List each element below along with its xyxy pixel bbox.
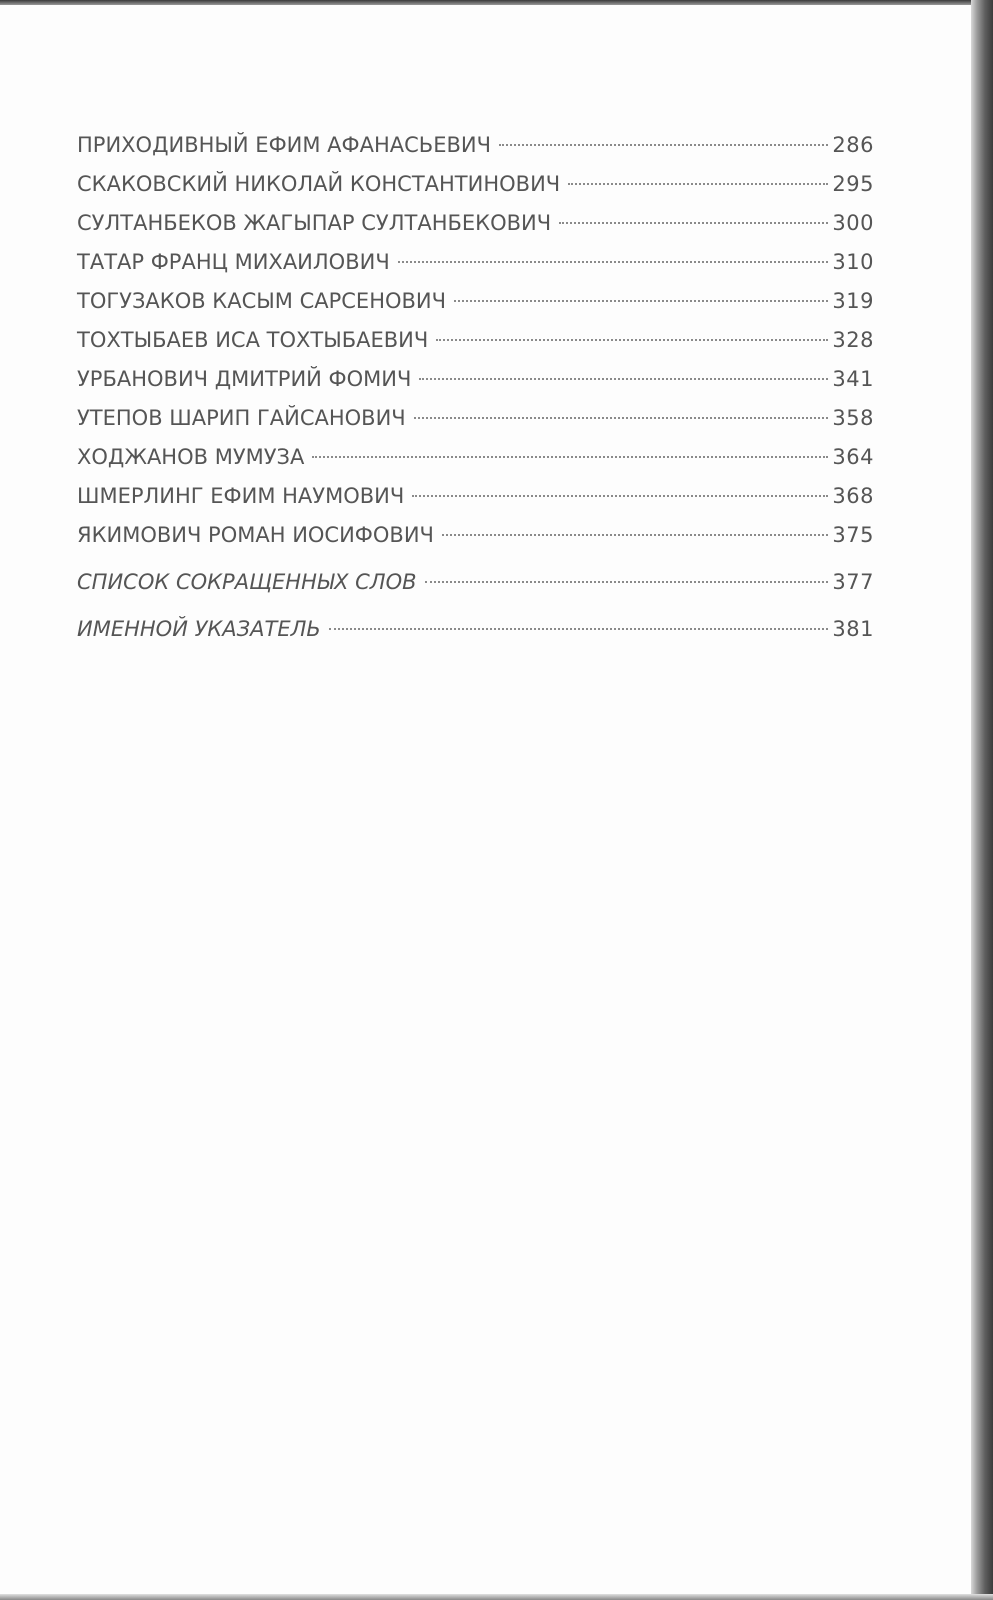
toc-entry-title: ПРИХОДИВНЫЙ ЕФИМ АФАНАСЬЕВИЧ — [77, 133, 491, 157]
toc-dot-leader — [312, 456, 828, 458]
page-top-edge — [0, 0, 993, 5]
toc-entry — [77, 126, 874, 165]
toc-entry-page: 341 — [832, 367, 874, 391]
toc-entry — [77, 165, 874, 204]
toc-dot-leader — [414, 417, 829, 419]
toc-dot-leader — [419, 378, 828, 380]
toc-dot-leader — [559, 222, 828, 224]
toc-dot-leader — [398, 261, 829, 263]
toc-entry — [77, 204, 874, 243]
toc-entry — [77, 321, 874, 360]
toc-entry — [77, 360, 874, 399]
toc-entry-title: УТЕПОВ ШАРИП ГАЙСАНОВИЧ — [77, 406, 406, 430]
toc-entry-page: 328 — [832, 328, 874, 352]
toc-entry-title: ИМЕННОЙ УКАЗАТЕЛЬ — [77, 617, 321, 641]
toc-entry-title: СПИСОК СОКРАЩЕННЫХ СЛОВ — [77, 570, 417, 594]
toc-dot-leader — [442, 534, 828, 536]
toc-entry-page: 286 — [832, 133, 874, 157]
toc-entry — [77, 516, 874, 555]
toc-entry-title: УРБАНОВИЧ ДМИТРИЙ ФОМИЧ — [77, 367, 412, 391]
table-of-contents — [77, 126, 874, 649]
toc-dot-leader — [436, 339, 828, 341]
toc-entry-title: СУЛТАНБЕКОВ ЖАГЫПАР СУЛТАНБЕКОВИЧ — [77, 211, 552, 235]
toc-entry-name-index — [77, 610, 874, 649]
toc-entry-page: 381 — [832, 617, 874, 641]
page-binding-edge — [971, 0, 993, 1600]
toc-entry-page: 375 — [832, 523, 874, 547]
toc-entry-title: СКАКОВСКИЙ НИКОЛАЙ КОНСТАНТИНОВИЧ — [77, 172, 561, 196]
page-bottom-edge — [0, 1594, 993, 1600]
toc-entry — [77, 282, 874, 321]
toc-entry-page: 368 — [832, 484, 874, 508]
toc-dot-leader — [568, 183, 828, 185]
toc-dot-leader — [425, 581, 829, 583]
toc-entry-page: 358 — [832, 406, 874, 430]
toc-entry-title: ШМЕРЛИНГ ЕФИМ НАУМОВИЧ — [77, 484, 405, 508]
toc-entry — [77, 477, 874, 516]
toc-entry-title: ТОХТЫБАЕВ ИСА ТОХТЫБАЕВИЧ — [77, 328, 429, 352]
toc-entry-page: 364 — [832, 445, 874, 469]
toc-dot-leader — [412, 495, 828, 497]
toc-dot-leader — [454, 300, 828, 302]
toc-entry — [77, 399, 874, 438]
toc-dot-leader — [329, 628, 829, 630]
toc-entry-page: 295 — [832, 172, 874, 196]
toc-dot-leader — [499, 144, 828, 146]
toc-entry-title: ЯКИМОВИЧ РОМАН ИОСИФОВИЧ — [77, 523, 434, 547]
toc-entry-abbreviations — [77, 563, 874, 602]
toc-entry-title: ТАТАР ФРАНЦ МИХАИЛОВИЧ — [77, 250, 390, 274]
toc-entry — [77, 243, 874, 282]
toc-entry-page: 377 — [832, 570, 874, 594]
toc-entry-page: 319 — [832, 289, 874, 313]
toc-entry-page: 300 — [832, 211, 874, 235]
toc-entry-title: ТОГУЗАКОВ КАСЫМ САРСЕНОВИЧ — [77, 289, 447, 313]
toc-entry-page: 310 — [832, 250, 874, 274]
toc-entry-title: ХОДЖАНОВ МУМУЗА — [77, 445, 305, 469]
toc-entry — [77, 438, 874, 477]
